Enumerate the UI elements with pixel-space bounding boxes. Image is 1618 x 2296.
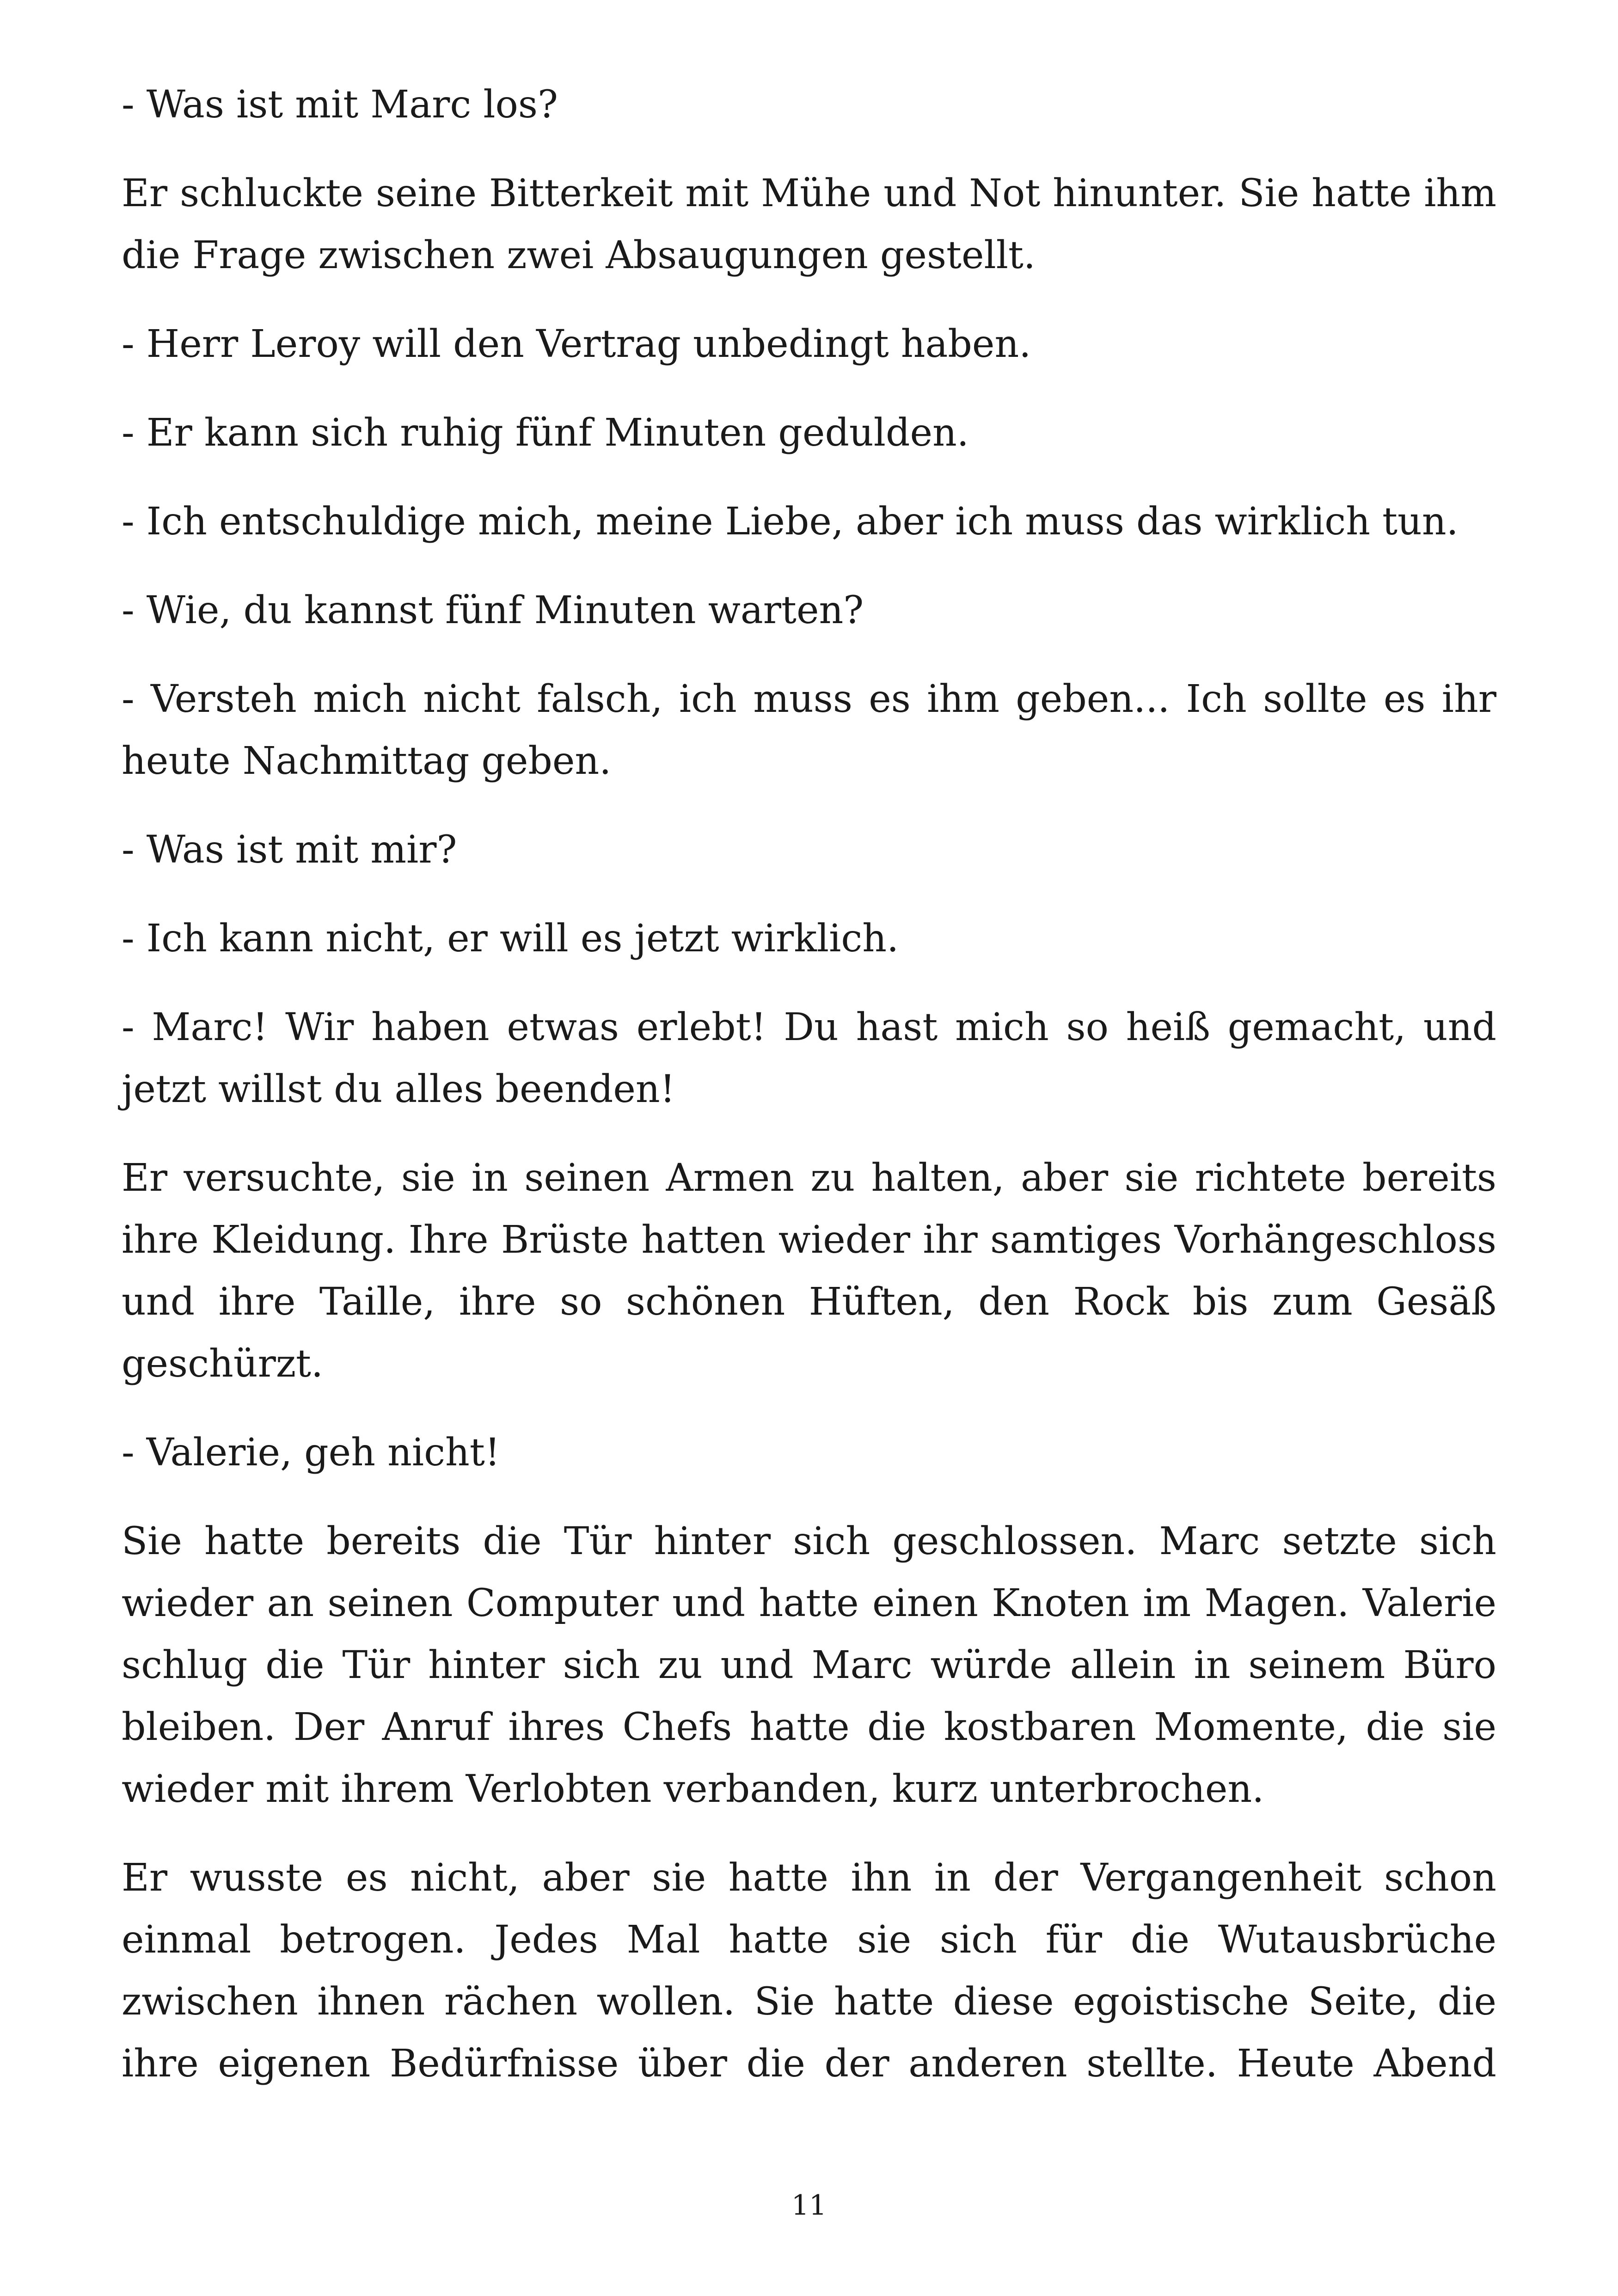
paragraph: Er schluckte seine Bitterkeit mit Mühe und Not hinunter. Sie hatte ihm die Frage zwischen zwei Absaugungen gestellt. xyxy=(122,171,1496,277)
paragraph: - Wie, du kannst fünf Minuten warten? xyxy=(122,588,864,632)
paragraph: - Versteh mich nicht falsch, ich muss es ihm geben... Ich sollte es ihr heute Nachmittag geben. xyxy=(122,677,1496,783)
paragraph: - Ich entschuldige mich, meine Liebe, aber ich muss das wirklich tun. xyxy=(122,500,1459,544)
paragraph: - Marc! Wir haben etwas erlebt! Du hast mich so heiß gemacht, und jetzt willst du alles beenden! xyxy=(122,1005,1496,1111)
paragraph: Er versuchte, sie in seinen Armen zu halten, aber sie richtete bereits ihre Kleidung. Ihre Brüste hatten wieder ihr samtiges Vorhängeschloss und ihre Taille, ihre so schönen Hüften, den Rock bis zum Gesäß geschürzt. xyxy=(122,1156,1496,1386)
paragraph: Sie hatte bereits die Tür hinter sich geschlossen. Marc setzte sich wieder an seinen Computer und hatte einen Knoten im Magen. Valerie schlug die Tür hinter sich zu und Marc würde allein in seinem Büro bleiben. Der Anruf ihres Chefs hatte die kostbaren Momente, die sie wieder mit ihrem Verlobten verbanden, kurz unterbrochen. xyxy=(122,1519,1496,1811)
paragraph: - Herr Leroy will den Vertrag unbedingt haben. xyxy=(122,322,1031,366)
paragraph: - Was ist mit mir? xyxy=(122,828,457,872)
paragraph: - Valerie, geh nicht! xyxy=(122,1431,500,1475)
paragraph: Er wusste es nicht, aber sie hatte ihn in der Vergangenheit schon einmal betrogen. Jedes Mal hatte sie sich für die Wutausbrüche zwischen ihnen rächen wollen. Sie hatte diese egoistische Seite, die ihre eigenen Bedürfnisse über die der anderen stellte. Heute Abend xyxy=(122,1856,1496,2086)
paragraph: - Was ist mit Marc los? xyxy=(122,83,558,127)
paragraph: - Er kann sich ruhig fünf Minuten gedulden. xyxy=(122,411,969,455)
paragraph: - Ich kann nicht, er will es jetzt wirklich. xyxy=(122,917,899,961)
page-number: 11 xyxy=(791,2189,827,2222)
page-body xyxy=(122,74,1496,2095)
